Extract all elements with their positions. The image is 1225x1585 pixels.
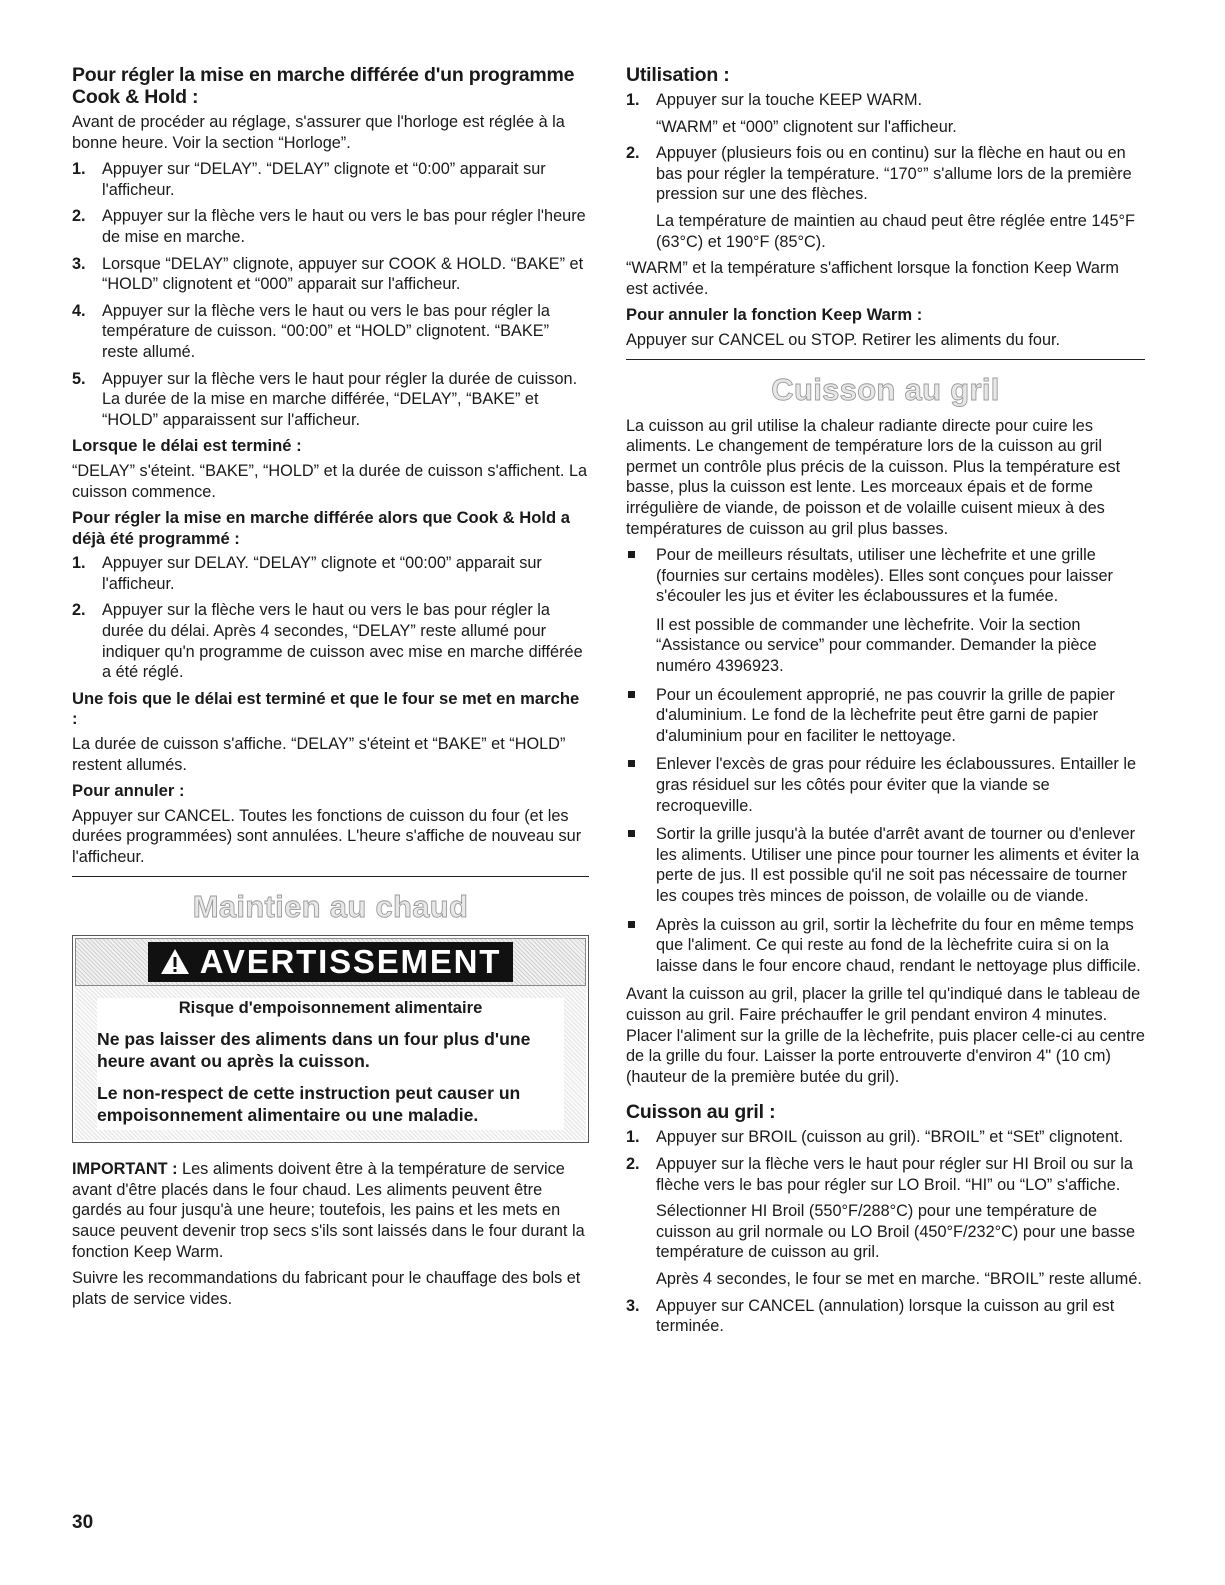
section-title-keep-warm: Maintien au chaud bbox=[192, 888, 469, 924]
list-item: Enlever l'excès de gras pour réduire les éclaboussures. Entailler le gras résiduel sur les côtés pour éviter que la viande se recroqueville. bbox=[626, 754, 1145, 816]
list-item: Pour un écoulement approprié, ne pas couvrir la grille de papier d'aluminium. Le fond de la lèchefrite peut être garni de papier d'aluminium pour en faciliter le nettoyage. bbox=[626, 685, 1145, 747]
broiling-bullets bbox=[626, 545, 1145, 976]
list-item: Pour de meilleurs résultats, utiliser une lèchefrite et une grille (fournies sur certains modèles). Elles sont conçues pour laisser s'écouler les jus et éviter les éclaboussures et la fumée. Il est possible de commander une lèchefrite. Voir la section “Assistance ou service” pour commander. Demander la pièce numéro 4396923. bbox=[626, 545, 1145, 677]
cancel-text: Appuyer sur CANCEL. Toutes les fonctions de cuisson du four (et les durées programmées) sont annulées. L'heure s'affiche de nouveau sur l'afficheur. bbox=[72, 806, 582, 866]
list-item: 3. Appuyer sur CANCEL (annulation) lorsque la cuisson au gril est terminée. bbox=[626, 1296, 1115, 1336]
right-column bbox=[626, 64, 1145, 1343]
section-divider bbox=[72, 876, 589, 877]
warning-subtitle: Risque d'empoisonnement alimentaire bbox=[178, 997, 483, 1017]
delay-already-steps-list bbox=[72, 553, 589, 683]
important-text: Les aliments doivent être à la température de service avant d'être placés dans le four chaud. Les aliments peuvent être gardés au four jusqu'à une heure; toutefois, les pains et les mets en sauce peuvent devenir trop secs s'ils sont laissés dans le four durant la fonction Keep Warm. bbox=[72, 1160, 585, 1261]
usage-heading: Utilisation : bbox=[626, 64, 730, 86]
list-item: 2. Appuyer sur la flèche vers le haut ou vers le bas pour régler la durée du délai. Après 4 secondes, “DELAY” reste allumé pour indiquer qu'n programme de cuisson avec mise en marche différée a été réglé. bbox=[72, 601, 583, 682]
section-title-broiling: Cuisson au gril bbox=[771, 371, 1000, 407]
list-item: Sortir la grille jusqu'à la butée d'arrêt avant de tourner ou d'enlever les aliments. Utiliser une pince pour tourner les aliments et éviter la perte de jus. Il est possible qu'il ne soit pas nécessaire de tourner les coupes très minces de poisson, de volaille ou de viande. bbox=[626, 824, 1145, 906]
left-column bbox=[72, 64, 589, 1315]
warning-box bbox=[72, 935, 589, 1144]
delay-finished-heading: Lorsque le délai est terminé : bbox=[72, 436, 302, 456]
page-number: 30 bbox=[72, 1512, 94, 1533]
list-item: 5. Appuyer sur la flèche vers le haut pour régler la durée de cuisson. La durée de la mise en marche différée, “DELAY”, “BAKE” et “HOLD” apparaissent sur l'afficheur. bbox=[72, 369, 578, 429]
list-item: 1. Appuyer sur la touche KEEP WARM. “WARM” et “000” clignotent sur l'afficheur. bbox=[626, 91, 957, 136]
broiling-intro: La cuisson au gril utilise la chaleur radiante directe pour cuire les aliments. Le changement de température lors de la cuisson au gril permet un contrôle plus précis de la cuisson. Plus la température est basse, plus la cuisson est lente. Les morceaux épais et de forme irrégulière de viande, de poisson et de volaille cuisent mieux à des températures de cuisson au gril plus basses. bbox=[626, 416, 1121, 538]
list-item: 4. Appuyer sur la flèche vers le haut ou vers le bas pour régler la température de cuisson. “00:00” et “HOLD” clignotent. “BAKE” reste allumé. bbox=[72, 301, 550, 361]
list-item: 2. Appuyer (plusieurs fois ou en continu) sur la flèche en haut ou en bas pour régler la température. “170°” s'allume lors de la première pression sur une des flèches. La température de maintien au chaud peut être réglée entre 145°F (63°C) et 190°F (85°C). bbox=[626, 144, 1135, 251]
list-item: 2. Appuyer sur la flèche vers le haut ou vers le bas pour régler l'heure de mise en marche. bbox=[72, 207, 586, 246]
list-item: Après la cuisson au gril, sortir la lèchefrite du four en même temps que l'aliment. Ce qui reste au fond de la lèchefrite cuira si on la laisse dans le four encore chaud, rendant le nettoyage plus difficile. bbox=[626, 915, 1145, 977]
list-item: 1. Appuyer sur DELAY. “DELAY” clignote et “00:00” apparait sur l'afficheur. bbox=[72, 554, 542, 593]
delayed-steps-list bbox=[72, 159, 589, 430]
list-item: 3. Lorsque “DELAY” clignote, appuyer sur COOK & HOLD. “BAKE” et “HOLD” clignotent et “000” apparait sur l'afficheur. bbox=[72, 254, 584, 294]
oven-starts-text: La durée de cuisson s'affiche. “DELAY” s'éteint et “BAKE” et “HOLD” restent allumés. bbox=[72, 735, 566, 774]
list-item: 2. Appuyer sur la flèche vers le haut pour régler sur HI Broil ou sur la flèche vers le bas pour régler sur LO Broil. “HI” ou “LO” s'affiche. Sélectionner HI Broil (550°F/288°C) pour une température de cuisson au gril normale ou LO Broil (450°F/232°C) pour une basse température de cuisson au gril. Après 4 secondes, le four se met en marche. “BROIL” reste allumé. bbox=[626, 1154, 1142, 1288]
oven-starts-heading: Une fois que le délai est terminé et que le four se met en marche : bbox=[72, 688, 580, 729]
important-label: IMPORTANT : bbox=[72, 1160, 178, 1179]
cancel-keep-warm-heading: Pour annuler la fonction Keep Warm : bbox=[626, 305, 923, 325]
broiling-steps-heading: Cuisson au gril : bbox=[626, 1101, 776, 1124]
delayed-cook-hold-heading: Pour régler la mise en marche différée d'un programme Cook & Hold : bbox=[72, 64, 575, 108]
usage-steps-list bbox=[626, 90, 1145, 252]
broiling-preparation-text: Avant la cuisson au gril, placer la grille tel qu'indiqué dans le tableau de cuisson au gril. Faire préchauffer le gril pendant environ 4 minutes. Placer l'aliment sur la grille de la lèchefrite, puis placer celle-ci au centre de la grille du four. Laisser la porte entrouverte d'environ 4" (10 cm) (hauteur de la première butée du gril). bbox=[626, 985, 1145, 1086]
list-item: 1. Appuyer sur “DELAY”. “DELAY” clignote et “0:00” apparait sur l'afficheur. bbox=[72, 160, 546, 199]
delay-already-programmed-heading: Pour régler la mise en marche différée alors que Cook & Hold a déjà été programmé : bbox=[72, 508, 570, 548]
warning-triangle-icon bbox=[160, 948, 190, 975]
warning-line-1: Ne pas laisser des aliments dans un four plus d'une heure avant ou après la cuisson. bbox=[97, 1029, 531, 1072]
broiling-steps-list bbox=[626, 1127, 1145, 1336]
serving-dishes-note: Suivre les recommandations du fabricant pour le chauffage des bols et plats de service vides. bbox=[72, 1269, 581, 1308]
warning-line-2: Le non-respect de cette instruction peut causer un empoisonnement alimentaire ou une maladie. bbox=[97, 1083, 521, 1126]
cancel-heading: Pour annuler : bbox=[72, 781, 185, 801]
important-note bbox=[72, 1159, 589, 1262]
section-divider bbox=[626, 359, 1145, 360]
delay-finished-text: “DELAY” s'éteint. “BAKE”, “HOLD” et la durée de cuisson s'affichent. La cuisson commence. bbox=[72, 461, 588, 501]
warning-banner bbox=[75, 938, 586, 986]
keep-warm-active-text: “WARM” et la température s'affichent lorsque la fonction Keep Warm est activée. bbox=[626, 259, 1119, 298]
cancel-keep-warm-text: Appuyer sur CANCEL ou STOP. Retirer les aliments du four. bbox=[626, 330, 1061, 349]
warning-label: AVERTISSEMENT bbox=[199, 942, 502, 980]
list-item: 1. Appuyer sur BROIL (cuisson au gril). “BROIL” et “SEt” clignotent. bbox=[626, 1128, 1124, 1147]
delayed-intro: Avant de procéder au réglage, s'assurer que l'horloge est réglée à la bonne heure. Voir la section “Horloge”. bbox=[72, 113, 565, 152]
